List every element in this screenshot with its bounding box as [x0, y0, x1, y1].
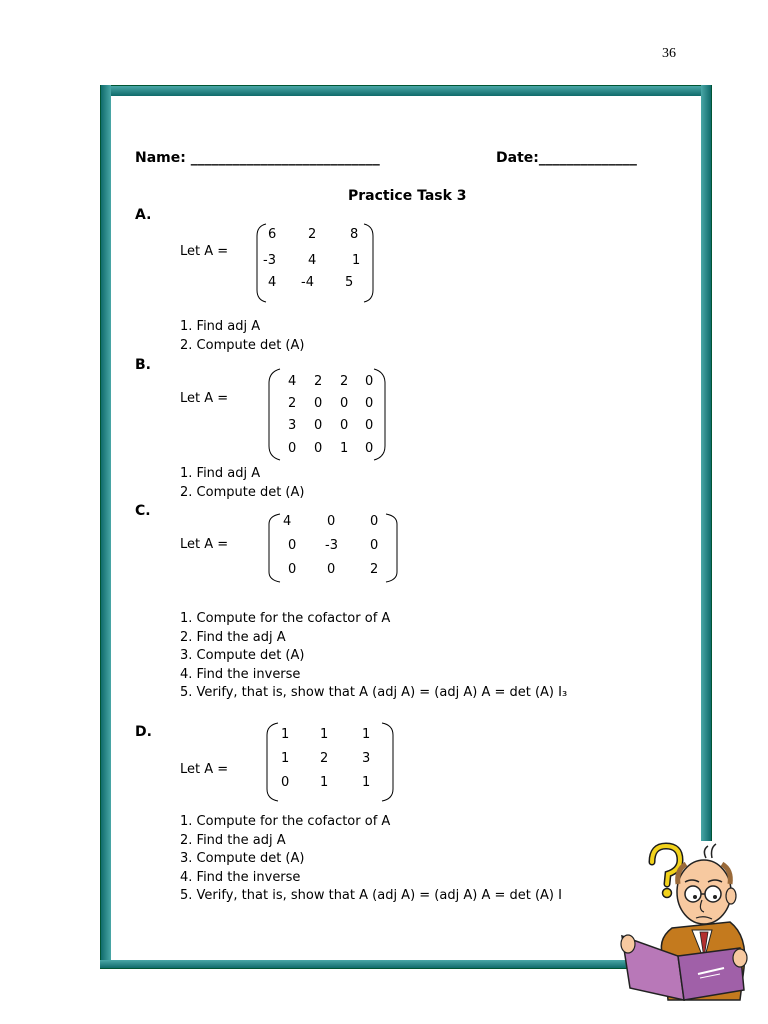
date-field-label: Date:______________: [496, 150, 637, 166]
matrix-cell: 1: [362, 727, 371, 742]
matrix-cell: 1: [320, 727, 329, 742]
matrix-cell: 1: [281, 727, 290, 742]
matrix-cell: 1: [281, 751, 290, 766]
section-a-let: Let A =: [180, 244, 229, 259]
section-a-label: A.: [135, 207, 152, 223]
frame-right-border: [701, 85, 712, 841]
matrix-cell: 4: [283, 514, 292, 529]
task-item: 2. Find the adj A: [180, 832, 286, 848]
matrix-cell: 2: [370, 562, 379, 577]
section-d-let: Let A =: [180, 762, 229, 777]
puzzled-reader-illustration: [612, 840, 752, 1005]
section-d-label: D.: [135, 724, 152, 740]
section-d-tasks: [180, 813, 562, 906]
matrix-cell: -3: [325, 538, 338, 553]
matrix-d: [266, 721, 396, 803]
page-title: Practice Task 3: [348, 188, 467, 204]
matrix-cell: 4: [268, 275, 277, 290]
matrix-cell: -4: [301, 275, 314, 290]
matrix-cell: 4: [288, 374, 297, 389]
matrix-cell: 2: [340, 374, 349, 389]
task-item: 4. Find the inverse: [180, 666, 301, 682]
task-item: 1. Find adj A: [180, 319, 261, 334]
section-c-let: Let A =: [180, 537, 229, 552]
matrix-cell: 4: [308, 253, 317, 268]
task-item: 5. Verify, that is, show that A (adj A) = (adj A) A = det (A) I₃: [180, 685, 568, 700]
task-item: 3. Compute det (A): [180, 851, 305, 866]
section-b-label: B.: [135, 357, 151, 373]
matrix-c: [268, 512, 400, 584]
matrix-cell: 0: [288, 562, 297, 577]
matrix-cell: 2: [314, 374, 323, 389]
matrix-cell: 0: [288, 538, 297, 553]
section-b-let: Let A =: [180, 391, 229, 406]
matrix-cell: 0: [327, 514, 336, 529]
task-item: 3. Compute det (A): [180, 648, 305, 663]
matrix-cell: 8: [350, 227, 359, 242]
matrix-cell: 0: [281, 775, 290, 790]
task-item: 5. Verify, that is, show that A (adj A) = (adj A) A = det (A) I: [180, 888, 562, 903]
matrix-cell: 1: [362, 775, 371, 790]
task-item: 1. Find adj A: [180, 466, 261, 481]
task-item: 4. Find the inverse: [180, 869, 301, 885]
matrix-cell: 0: [370, 538, 379, 553]
section-a-tasks: [180, 318, 304, 355]
page-number: 36: [662, 46, 676, 61]
task-item: 1. Compute for the cofactor of A: [180, 814, 391, 829]
matrix-cell: 1: [320, 775, 329, 790]
matrix-cell: 0: [314, 441, 323, 456]
section-c-tasks: [180, 610, 567, 703]
section-b-tasks: [180, 465, 304, 502]
matrix-cell: 0: [314, 396, 323, 411]
matrix-cell: 3: [288, 418, 297, 433]
matrix-cell: 0: [365, 374, 374, 389]
task-item: 2. Compute det (A): [180, 484, 305, 500]
matrix-cell: 0: [288, 441, 297, 456]
matrix-cell: 1: [352, 253, 361, 268]
matrix-cell: 0: [370, 514, 379, 529]
matrix-a: [256, 222, 376, 304]
task-item: 1. Compute for the cofactor of A: [180, 611, 391, 626]
question-mark-icon: [652, 846, 680, 898]
matrix-cell: 5: [345, 275, 354, 290]
matrix-cell: 2: [320, 751, 329, 766]
matrix-cell: -3: [263, 253, 276, 268]
section-c-label: C.: [135, 503, 151, 519]
name-field-label: Name: ___________________________: [135, 150, 380, 166]
matrix-cell: 0: [314, 418, 323, 433]
task-item: 2. Compute det (A): [180, 337, 305, 353]
matrix-cell: 1: [340, 441, 349, 456]
matrix-cell: 6: [268, 227, 277, 242]
frame-top-border: [100, 85, 711, 96]
task-item: 2. Find the adj A: [180, 629, 286, 645]
matrix-b: [268, 367, 388, 462]
matrix-cell: 3: [362, 751, 371, 766]
matrix-cell: 0: [365, 396, 374, 411]
matrix-cell: 0: [340, 418, 349, 433]
frame-left-border: [100, 85, 111, 968]
matrix-cell: 0: [365, 418, 374, 433]
matrix-cell: 0: [327, 562, 336, 577]
matrix-cell: 0: [340, 396, 349, 411]
matrix-cell: 0: [365, 441, 374, 456]
matrix-cell: 2: [288, 396, 297, 411]
matrix-cell: 2: [308, 227, 317, 242]
